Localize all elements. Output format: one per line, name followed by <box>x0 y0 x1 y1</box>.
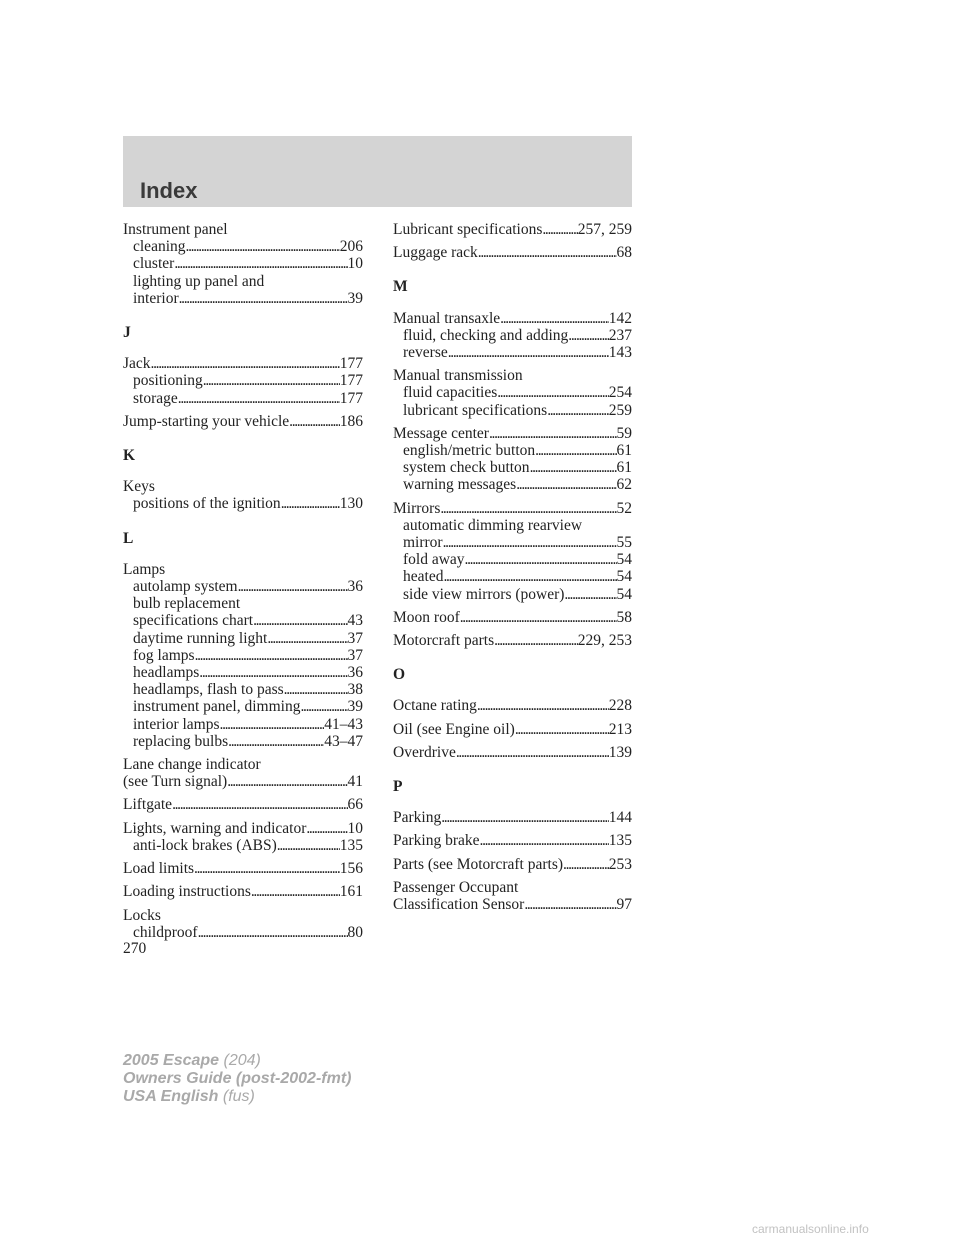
entry-term: Loading instructions <box>123 883 251 901</box>
entry-term: Luggage rack <box>393 244 478 262</box>
index-entry <box>123 756 363 790</box>
page-ref: 161 <box>339 883 363 901</box>
subentry-term: warning messages <box>403 476 517 494</box>
entry-term: Parking <box>393 809 442 827</box>
index-entry <box>393 500 632 603</box>
page-ref: 41 <box>347 773 363 791</box>
subentry-term: side view mirrors (power) <box>403 585 565 603</box>
page-ref: 61 <box>616 442 632 460</box>
watermark: carmanualsonline.info <box>752 1222 869 1236</box>
page-number: 270 <box>123 940 147 957</box>
index-entry <box>123 221 363 307</box>
index-column-left <box>123 221 363 941</box>
page-ref: 80 <box>347 923 363 941</box>
subentry-term: instrument panel, dimming <box>133 698 301 716</box>
subentry-term: lighting up panel and <box>133 272 265 290</box>
page-ref: 206 <box>339 238 363 256</box>
page-ref: 10 <box>347 819 363 837</box>
index-entry <box>393 221 632 238</box>
subentry-term: interior lamps <box>133 715 220 733</box>
entry-term: Mirrors <box>393 499 441 517</box>
entry-term: Message center <box>393 424 489 442</box>
entry-term: Motorcraft parts <box>393 632 495 650</box>
page-ref: 213 <box>608 720 632 738</box>
subentry-term: interior <box>133 289 179 307</box>
entry-term: Overdrive <box>393 743 456 761</box>
section-header <box>123 136 632 207</box>
index-entry <box>393 721 632 738</box>
page-ref: 130 <box>339 495 363 513</box>
page-ref: 254 <box>608 384 632 402</box>
subentry-term: replacing bulbs <box>133 732 229 750</box>
footer-model: 2005 Escape <box>123 1052 220 1069</box>
entry-term: Octane rating <box>393 697 477 715</box>
page-ref: 177 <box>339 389 363 407</box>
subentry-term: fluid, checking and adding <box>403 326 569 344</box>
subentry-term: cluster <box>133 255 175 273</box>
footer-language: USA English <box>123 1088 219 1105</box>
page-ref: 229, 253 <box>577 632 632 650</box>
entry-term: Jack <box>123 355 151 373</box>
page-ref: 135 <box>608 832 632 850</box>
index-column-right <box>393 221 632 913</box>
page-ref: 66 <box>347 796 363 814</box>
subentry-term: fold away <box>403 551 465 569</box>
page-ref: 143 <box>608 344 632 362</box>
index-entry <box>393 632 632 649</box>
page-ref: 177 <box>339 355 363 373</box>
index-entry <box>393 856 632 873</box>
subentry-term: reverse <box>403 344 448 362</box>
page-ref: 54 <box>616 551 632 569</box>
page-ref: 41–43 <box>324 715 363 733</box>
section-title: Index <box>140 178 198 203</box>
subentry-term: positioning <box>133 372 203 390</box>
subentry-term: anti-lock brakes (ABS) <box>133 836 277 854</box>
entry-term: Passenger Occupant <box>393 878 519 896</box>
entry-term: Keys <box>123 478 155 496</box>
page-ref: 237 <box>608 326 632 344</box>
page-ref: 257, 259 <box>577 221 632 238</box>
footer-guide: Owners Guide (post-2002-fmt) <box>123 1070 352 1087</box>
index-letter-heading: L <box>123 529 134 547</box>
page-ref: 39 <box>347 289 363 307</box>
index-letter-heading: J <box>123 324 131 342</box>
entry-term: Jump-starting your vehicle <box>123 412 290 430</box>
page-ref: 97 <box>616 896 632 914</box>
footer-language-code: (fus) <box>222 1088 255 1105</box>
page-ref: 139 <box>608 743 632 761</box>
index-entry <box>123 413 363 430</box>
page-ref: 58 <box>616 608 632 626</box>
index-entry <box>393 244 632 261</box>
index-entry <box>123 860 363 877</box>
index-entry <box>393 310 632 362</box>
index-entry <box>123 907 363 941</box>
subentry-term: automatic dimming rearview <box>403 516 583 534</box>
page-ref: 43–47 <box>324 732 363 750</box>
index-entry <box>393 425 632 494</box>
page-ref: 68 <box>616 244 632 262</box>
entry-term: Moon roof <box>393 608 460 626</box>
page-ref: 228 <box>608 697 632 715</box>
page-ref: 59 <box>616 424 632 442</box>
index-entry <box>123 883 363 900</box>
index-entry <box>393 609 632 626</box>
page-ref: 62 <box>616 476 632 494</box>
subentry-term: headlamps <box>133 664 200 682</box>
page-ref: 10 <box>347 255 363 273</box>
subentry-term: positions of the ignition <box>133 495 281 513</box>
subentry-term: fluid capacities <box>403 384 498 402</box>
entry-term: Load limits <box>123 860 195 878</box>
index-entry <box>123 820 363 854</box>
entry-term: Lights, warning and indicator <box>123 819 307 837</box>
footer-model-code: (204) <box>223 1052 261 1069</box>
index-entry <box>123 561 363 750</box>
index-entry <box>393 697 632 714</box>
page-ref: 37 <box>347 646 363 664</box>
page-ref: 52 <box>616 499 632 517</box>
index-entry <box>393 367 632 419</box>
index-entry <box>393 832 632 849</box>
subentry-term: daytime running light <box>133 629 268 647</box>
subentry-term: system check button <box>403 459 530 477</box>
index-entry <box>123 355 363 407</box>
entry-term: Manual transaxle <box>393 309 501 327</box>
subentry-term: heated <box>403 568 444 586</box>
entry-term: Oil (see Engine oil) <box>393 720 515 738</box>
page-ref: 142 <box>608 309 632 327</box>
index-entry <box>393 809 632 826</box>
index-letter-heading: P <box>393 778 403 796</box>
entry-term: Manual transmission <box>393 367 523 385</box>
page-ref: 61 <box>616 459 632 477</box>
index-entry <box>123 796 363 813</box>
entry-term: Lane change indicator <box>123 756 261 774</box>
page-ref: 37 <box>347 629 363 647</box>
entry-term: Parts (see Motorcraft parts) <box>393 855 564 873</box>
index-entry <box>393 879 632 913</box>
entry-term: Instrument panel <box>123 221 228 238</box>
page-ref: 43 <box>347 612 363 630</box>
subentry-term: bulb replacement <box>133 595 241 613</box>
index-entry <box>123 478 363 512</box>
subentry-term: storage <box>133 389 178 407</box>
page-ref: 54 <box>616 585 632 603</box>
entry-term: Locks <box>123 906 161 924</box>
subentry-term: autolamp system <box>133 578 238 596</box>
subentry-term: specifications chart <box>133 612 254 630</box>
entry-term: Lubricant specifications <box>393 221 543 238</box>
subentry-term: fog lamps <box>133 646 195 664</box>
subentry-term: cleaning <box>133 238 186 256</box>
subentry-term: english/metric button <box>403 442 536 460</box>
page-ref: 36 <box>347 578 363 596</box>
page-ref: 55 <box>616 534 632 552</box>
subentry-term: childproof <box>133 923 198 941</box>
entry-term: Lamps <box>123 560 166 578</box>
subentry-term: mirror <box>403 534 443 552</box>
page-ref: 36 <box>347 664 363 682</box>
page-ref: 135 <box>339 836 363 854</box>
entry-term: Parking brake <box>393 832 480 850</box>
index-letter-heading: M <box>393 278 408 296</box>
page-ref: 38 <box>347 681 363 699</box>
entry-term: (see Turn signal) <box>123 773 228 791</box>
index-letter-heading: K <box>123 447 136 465</box>
page-ref: 177 <box>339 372 363 390</box>
document-footer <box>123 1052 351 1106</box>
page-ref: 144 <box>608 809 632 827</box>
index-entry <box>393 744 632 761</box>
page-ref: 39 <box>347 698 363 716</box>
page-ref: 186 <box>339 412 363 430</box>
page-ref: 253 <box>608 855 632 873</box>
page-ref: 259 <box>608 401 632 419</box>
entry-term: Classification Sensor <box>393 896 525 914</box>
subentry-term: lubricant specifications <box>403 401 548 419</box>
page-ref: 54 <box>616 568 632 586</box>
entry-term: Liftgate <box>123 796 173 814</box>
index-letter-heading: O <box>393 666 406 684</box>
subentry-term: headlamps, flash to pass <box>133 681 284 699</box>
page-ref: 156 <box>339 860 363 878</box>
